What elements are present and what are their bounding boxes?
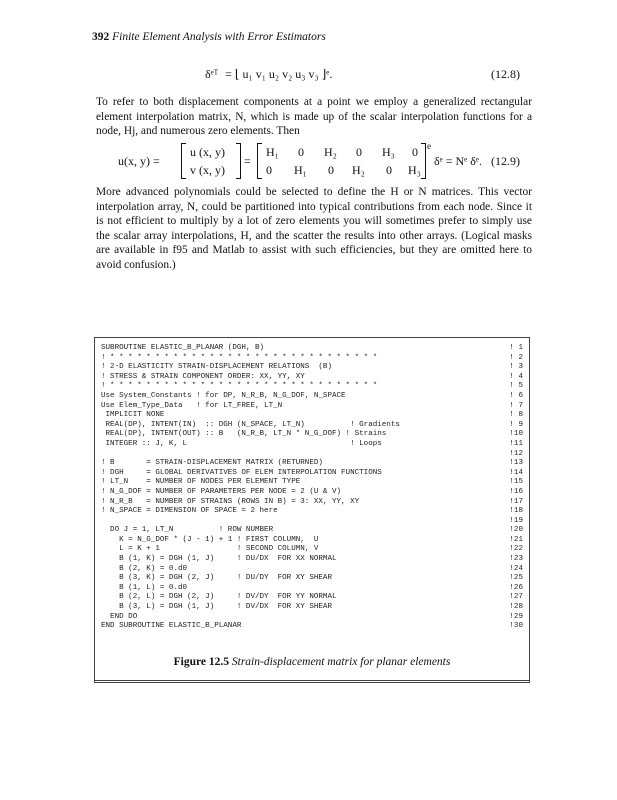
line-number: ! 8 xyxy=(509,411,523,420)
code-line: ! * * * * * * * * * * * * * * * * * * * * * * * * * * * * * * xyxy=(101,382,378,391)
line-number: !13 xyxy=(509,459,523,468)
line-number: ! 2 xyxy=(509,353,523,362)
code-line: ! N_SPACE = DIMENSION OF SPACE = 2 here xyxy=(101,507,278,516)
line-number: !18 xyxy=(509,507,523,516)
code-line: SUBROUTINE ELASTIC_B_PLANAR (DGH, B) xyxy=(101,344,265,352)
left-brace xyxy=(181,143,186,179)
equation-12-8 xyxy=(205,67,332,82)
code-line: B (2, K) = 0.d0 xyxy=(119,564,188,573)
superscript-e: e xyxy=(427,141,431,151)
code-listing xyxy=(101,344,400,632)
line-number: !27 xyxy=(509,593,523,602)
eq-lhs: u(x, y) = xyxy=(118,154,160,168)
line-number: !30 xyxy=(509,622,523,631)
line-number: ! 7 xyxy=(509,401,523,410)
line-number: !24 xyxy=(509,564,523,573)
code-line: REAL(DP), INTENT(IN) :: DGH (N_SPACE, LT_N) ! Gradients xyxy=(105,420,400,429)
matrix-left-bracket xyxy=(257,143,262,179)
line-number: !26 xyxy=(509,583,523,592)
figure-bottom-border xyxy=(94,678,530,683)
code-line: Use Elem_Type_Data ! for LT_FREE, LT_N xyxy=(101,401,283,410)
line-number: ! 4 xyxy=(509,372,523,381)
line-number: !22 xyxy=(509,545,523,554)
line-number: ! 5 xyxy=(509,382,523,391)
line-number: !23 xyxy=(509,555,523,564)
code-line: B (3, L) = DGH (1, J) ! DV/DX FOR XY SHEAR xyxy=(119,603,332,612)
code-line: INTEGER :: J, K, L ! Loops xyxy=(105,439,382,448)
line-number: !19 xyxy=(509,516,523,525)
code-line: L = K + 1 ! SECOND COLUMN, V xyxy=(119,545,319,554)
code-line: END DO xyxy=(110,612,138,621)
line-number: ! 3 xyxy=(509,363,523,372)
line-number: !12 xyxy=(509,449,523,458)
code-line: B (1, K) = DGH (1, J) ! DU/DX FOR XX NORMAL xyxy=(119,555,337,564)
line-number: !25 xyxy=(509,574,523,583)
code-line: B (3, K) = DGH (2, J) ! DU/DY FOR XY SHEAR xyxy=(119,574,332,583)
code-line: ! N_R_B = NUMBER OF STRAINS (ROWS IN B) = 3: XX, YY, XY xyxy=(101,497,360,506)
code-line: ! LT_N = NUMBER OF NODES PER ELEMENT TYPE xyxy=(101,478,301,487)
vector-top: u (x, y) xyxy=(190,145,225,159)
page-number: 392 xyxy=(92,31,110,43)
code-line: ! * * * * * * * * * * * * * * * * * * * * * * * * * * * * * * xyxy=(101,353,378,362)
line-number: !15 xyxy=(509,478,523,487)
code-line: DO J = 1, LT_N ! ROW NUMBER xyxy=(110,526,274,535)
code-line: ! B = STRAIN-DISPLACEMENT MATRIX (RETURNED) xyxy=(101,459,323,468)
equation-number: (12.8) xyxy=(491,67,520,81)
right-brace xyxy=(236,143,241,179)
equation-number: (12.9) xyxy=(491,154,520,168)
code-line: B (1, L) = 0.d0 xyxy=(119,583,188,592)
code-line: K = N_G_DOF * (J - 1) + 1 ! FIRST COLUMN, U xyxy=(119,535,319,544)
code-line: ! DGH = GLOBAL DERIVATIVES OF ELEM INTERPOLATION FUNCTIONS xyxy=(101,468,382,477)
eq-tail: δᵉ = Nᵉ δᵉ. xyxy=(434,154,482,168)
line-number: !29 xyxy=(509,612,523,621)
book-title: Finite Element Analysis with Error Estimators xyxy=(112,31,326,43)
paragraph-2: More advanced polynomials could be selected to define the H or N matrices. This vector interpolation array, N, could be partitioned into typical contributions from each node. Since it is not efficient to multiply by a lot of zero elements you will sometimes prefer to simply use the scalar array interpolations, H, and the scatter the results into other arrays. (Logical masks are available in f95 and Matlab to assist with such efficiencies, but they are omitted here to avoid confusion.) xyxy=(96,186,532,271)
code-line: END SUBROUTINE ELASTIC_B_PLANAR xyxy=(101,622,242,631)
running-header xyxy=(92,31,326,43)
code-figure xyxy=(94,337,530,681)
figure-caption xyxy=(95,656,529,668)
line-number: ! 9 xyxy=(509,420,523,429)
line-number: !16 xyxy=(509,487,523,496)
line-number: !11 xyxy=(509,439,523,448)
paragraph-1: To refer to both displacement components at a point we employ a generalized rectangular element interpolation matrix, N, which is made up of the scalar interpolation functions for a node, Hj, and numerous zero elements. Then xyxy=(96,96,532,138)
eq-rhs: = ⌊ u₁ v₁ u₂ v₂ u₃ v₃ ⌋ᵉ. xyxy=(225,67,333,81)
line-number: ! 1 xyxy=(509,344,523,352)
line-number: !28 xyxy=(509,603,523,612)
line-number: !14 xyxy=(509,468,523,477)
code-line: B (2, L) = DGH (2, J) ! DV/DY FOR YY NORMAL xyxy=(119,593,337,602)
line-number: !17 xyxy=(509,497,523,506)
line-number: !20 xyxy=(509,526,523,535)
code-line: IMPLICIT NONE xyxy=(105,411,165,420)
code-line: REAL(DP), INTENT(OUT) :: B (N_R_B, LT_N * N_G_DOF) ! Strains xyxy=(105,430,387,439)
vector-bottom: v (x, y) xyxy=(190,163,225,177)
code-line: ! N_G_DOF = NUMBER OF PARAMETERS PER NODE = 2 (U & V) xyxy=(101,487,342,496)
code-line: ! 2-D ELASTICITY STRAIN-DISPLACEMENT RELATIONS (B) xyxy=(101,363,332,372)
figure-title: Strain-displacement matrix for planar elements xyxy=(231,656,451,668)
code-line: Use System_Constants ! for DP, N_R_B, N_G_DOF, N_SPACE xyxy=(101,391,346,400)
figure-label: Figure 12.5 xyxy=(173,656,229,668)
line-numbers xyxy=(509,344,523,632)
line-number: !21 xyxy=(509,535,523,544)
eq-lhs: δᵉᵀ xyxy=(205,67,219,81)
code-line: ! STRESS & STRAIN COMPONENT ORDER: XX, YY, XY xyxy=(101,372,305,381)
line-number: ! 6 xyxy=(509,391,523,400)
line-number: !10 xyxy=(509,430,523,439)
matrix-right-bracket xyxy=(421,143,426,179)
